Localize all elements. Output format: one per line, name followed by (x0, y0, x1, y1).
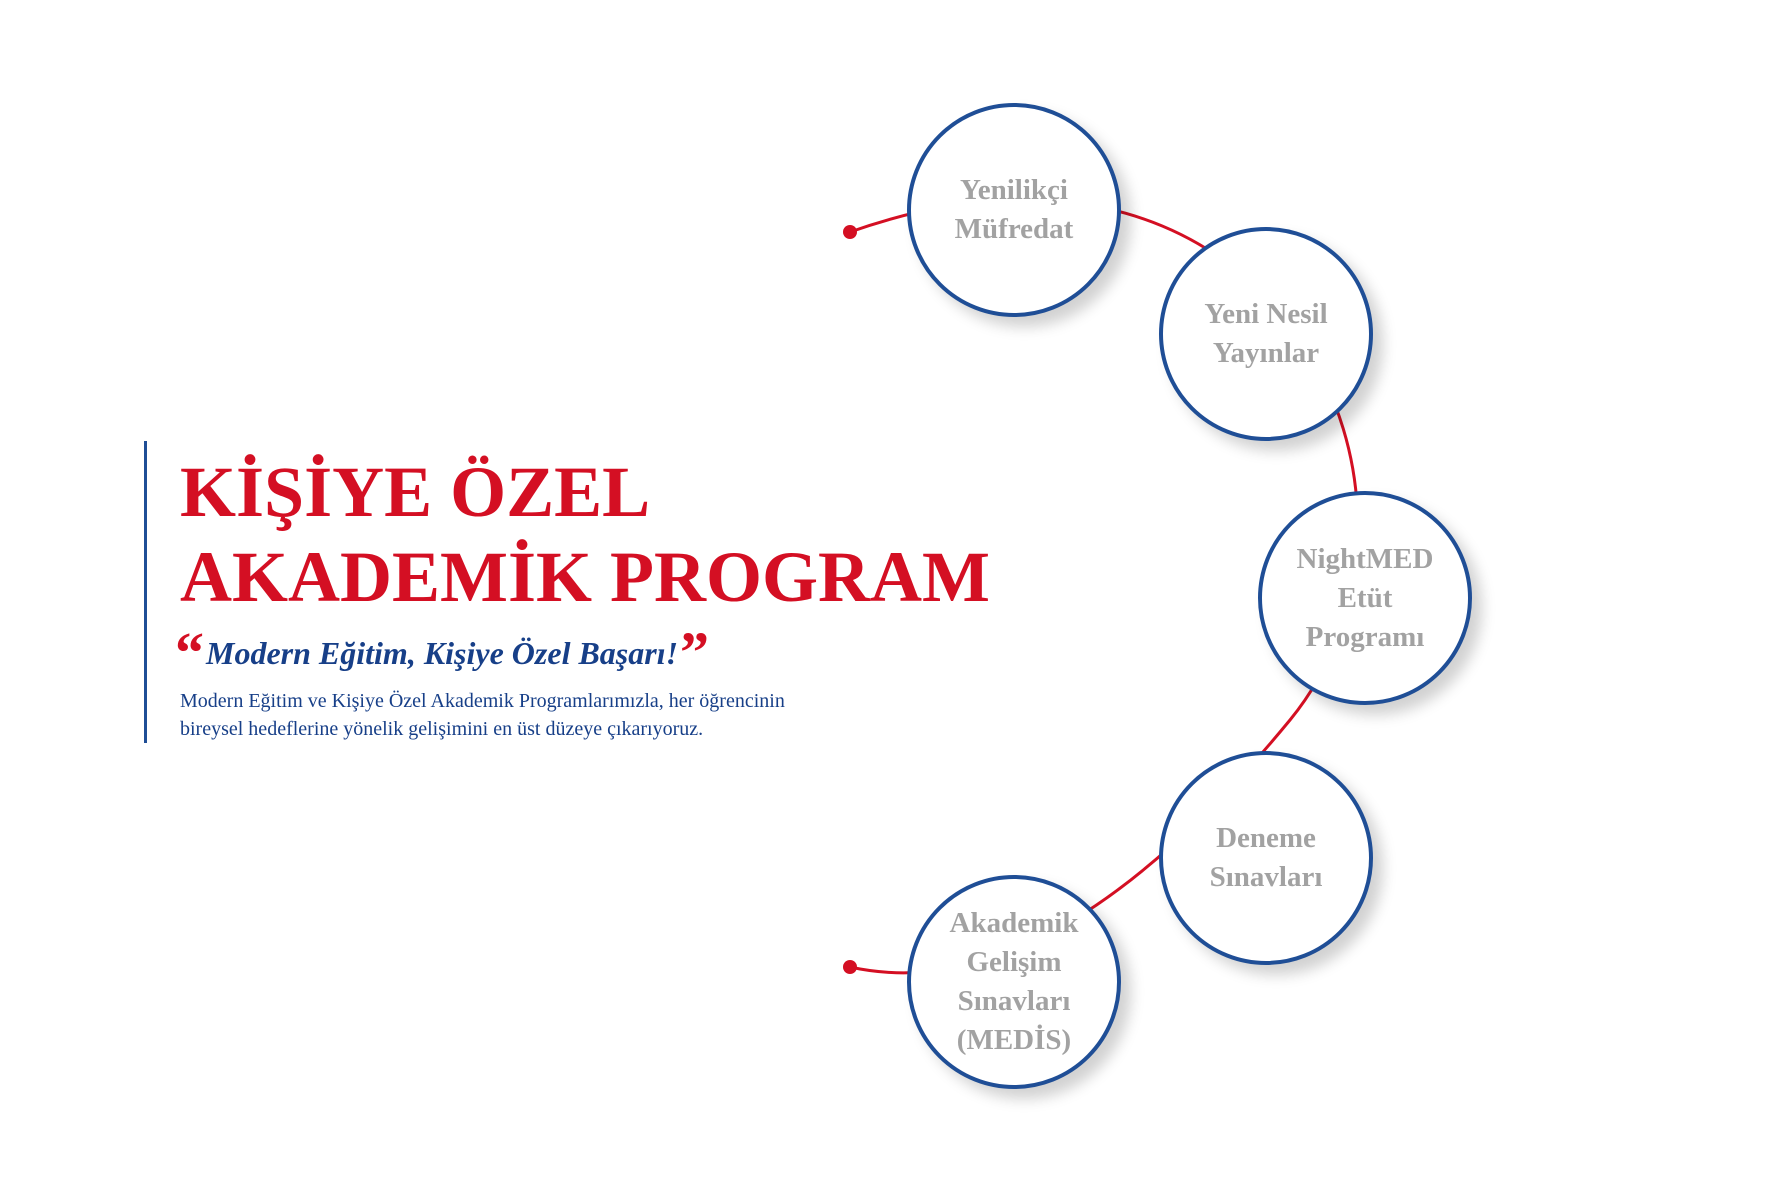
headline-line-1: KİŞİYE ÖZEL (180, 452, 651, 532)
step-label: Yenilikçi Müfredat (954, 174, 1074, 245)
slogan (175, 611, 710, 685)
step-label: NightMED Etüt Programı (1296, 542, 1434, 653)
step-node-yeni-nesil-yayinlar (1159, 227, 1373, 441)
headline-line-2: AKADEMİK PROGRAM (180, 537, 990, 617)
step-label: Deneme Sınavları (1209, 822, 1323, 893)
step-node-medis (907, 875, 1121, 1089)
step-node-deneme-sinavlari (1159, 751, 1373, 965)
open-quote-mark: “ (175, 620, 204, 685)
slogan-text: Modern Eğitim, Kişiye Özel Başarı! (206, 635, 679, 671)
connector-end-dot (843, 960, 857, 974)
description-line-2: bireysel hedeflerine yönelik gelişimini en üst düzeye çıkarıyoruz. (180, 718, 704, 740)
program-intro (144, 441, 1047, 743)
step-node-yenilikci-mufredat (907, 103, 1121, 317)
description-line-1: Modern Eğitim ve Kişiye Özel Akademik Programlarımızla, her öğrencinin (180, 690, 785, 712)
connector-start-dot (843, 225, 857, 239)
step-label: Yeni Nesil Yayınlar (1204, 298, 1328, 369)
close-quote-mark: ” (680, 620, 710, 685)
step-label: Akademik Gelişim Sınavları (MEDİS) (949, 907, 1079, 1056)
description (180, 687, 940, 743)
step-node-nightmed-etut (1258, 491, 1472, 705)
